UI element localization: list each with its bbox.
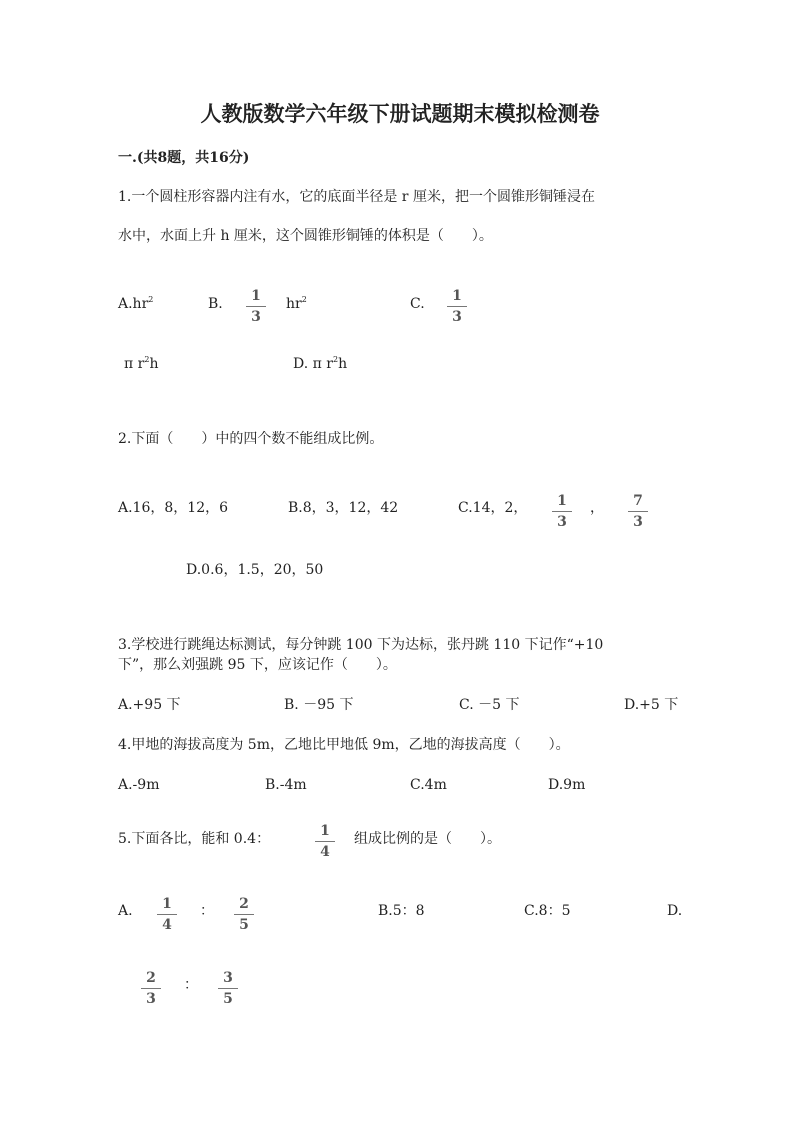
section-heading: 一.(共8题，共16分)	[118, 150, 250, 166]
fraction: 2 5	[233, 896, 255, 933]
comma: ，	[590, 500, 604, 516]
question-1-option-c-expr: π $r^2h$	[124, 355, 159, 372]
colon: ：	[184, 977, 198, 993]
fraction: 1 3	[245, 288, 267, 325]
question-1-option-d: D. π $r^2h$	[293, 355, 348, 372]
question-4-option-c: C.4m	[410, 777, 447, 793]
question-1-option-b-label: B.	[208, 296, 223, 312]
fraction: 7 3	[627, 493, 649, 530]
question-1-option-c-label: C.	[410, 296, 425, 312]
question-3-option-a: A.+95 下	[118, 697, 181, 713]
question-5-line-1-suffix: 组成比例的是（ ）。	[354, 831, 501, 847]
question-3-option-d: D.+5 下	[624, 697, 679, 713]
colon: ：	[200, 903, 214, 919]
fraction: 1 4	[156, 896, 178, 933]
question-2-line-1: 2.下面（ ）中的四个数不能组成比例。	[118, 431, 384, 447]
question-4-option-a: A.-9m	[118, 777, 160, 793]
question-3-line-2: 下”，那么刘强跳 95 下，应该记作（ ）。	[118, 657, 397, 673]
fraction: 1 4	[314, 823, 336, 860]
question-1-option-b-expr: $hr^2$	[286, 295, 307, 312]
page-title: 人教版数学六年级下册试题期末模拟检测卷	[200, 101, 600, 126]
fraction: 2 3	[140, 970, 162, 1007]
question-1-line-1: 1.一个圆柱形容器内注有水，它的底面半径是 r 厘米，把一个圆锥形铜锤浸在	[118, 189, 595, 205]
question-1-option-a: $A.hr^2$	[118, 295, 154, 312]
question-5-option-a-label: A.	[118, 903, 133, 919]
question-2-option-c-label: C.14，2，	[458, 500, 528, 516]
question-2-option-d: D.0.6，1.5，20，50	[186, 562, 324, 578]
question-2-option-a: A.16，8，12，6	[118, 500, 229, 516]
question-4-option-b: B.-4m	[265, 777, 307, 793]
fraction: 1 3	[551, 493, 573, 530]
question-3-option-b: B. －95 下	[284, 697, 354, 713]
question-2-option-b: B.8，3，12，42	[288, 500, 399, 516]
question-4-option-d: D.9m	[548, 777, 586, 793]
question-5-option-c: C.8：5	[524, 903, 571, 919]
question-3-option-c: C. －5 下	[459, 697, 520, 713]
question-5-option-d-label: D.	[667, 903, 683, 919]
question-5-line-1-prefix: 5.下面各比，能和 0.4：	[118, 831, 271, 847]
fraction: 1 3	[446, 288, 468, 325]
question-1-line-2: 水中，水面上升 h 厘米，这个圆锥形铜锤的体积是（ ）。	[118, 228, 493, 244]
question-4-line-1: 4.甲地的海拔高度为 5m，乙地比甲地低 9m，乙地的海拔高度（ ）。	[118, 737, 570, 753]
question-3-line-1: 3.学校进行跳绳达标测试，每分钟跳 100 下为达标，张丹跳 110 下记作“+10	[118, 637, 604, 653]
question-5-option-b: B.5：8	[378, 903, 425, 919]
fraction: 3 5	[217, 970, 239, 1007]
